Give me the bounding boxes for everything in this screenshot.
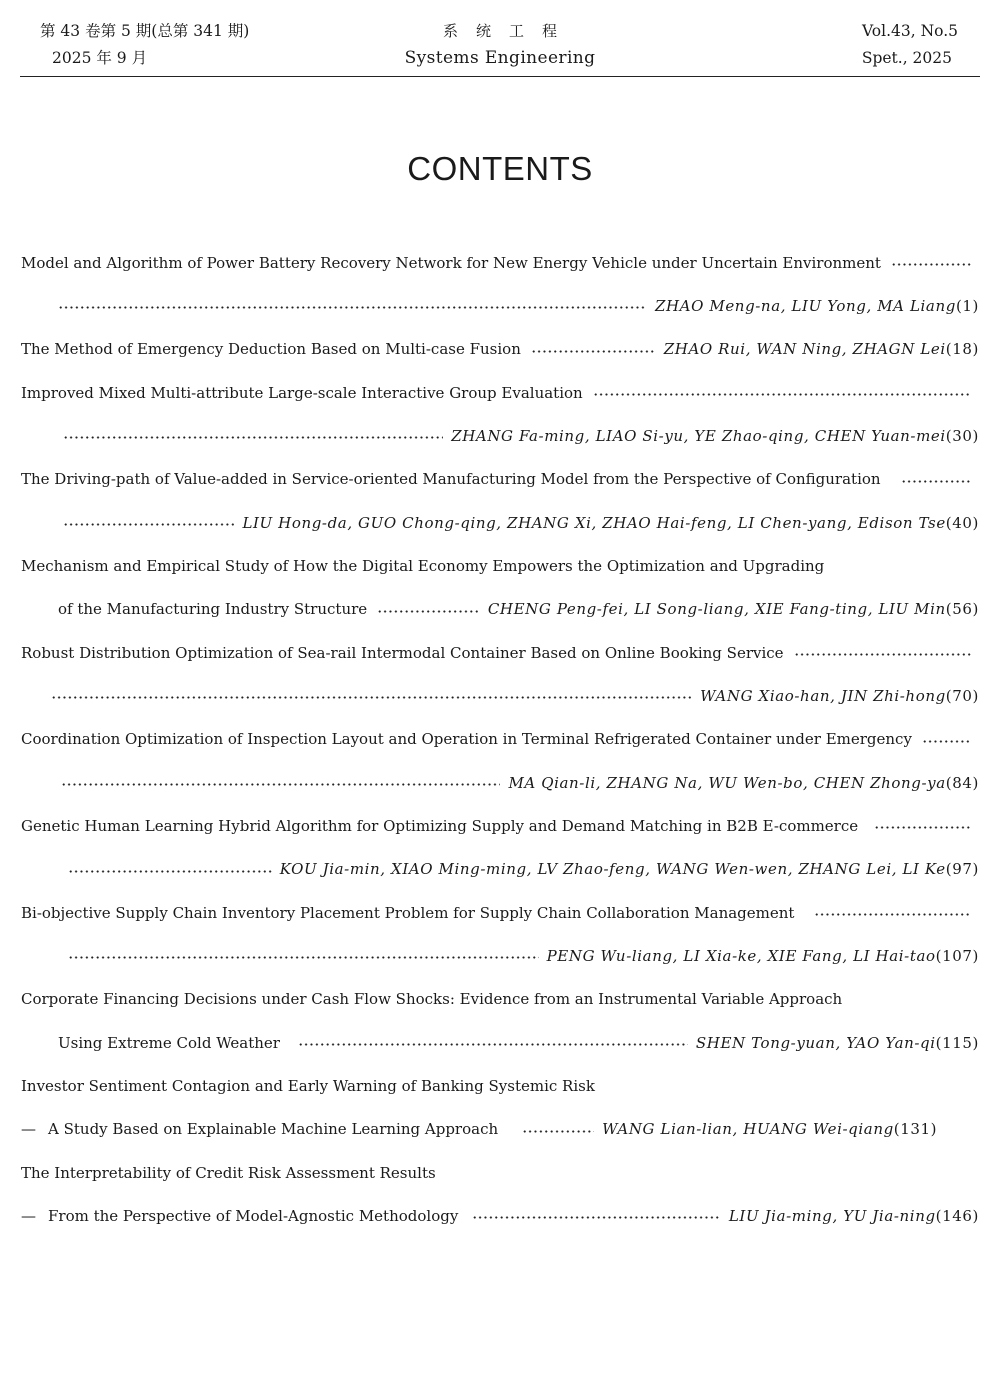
dot-leader xyxy=(922,740,971,743)
article-title: The Interpretability of Credit Risk Assessment Results xyxy=(21,1163,436,1182)
dot-leader xyxy=(68,956,539,959)
article-title: Genetic Human Learning Hybrid Algorithm for Optimizing Supply and Demand Matching in B2B E-commerce xyxy=(21,816,859,835)
article-authors: SHEN Tong-yuan, YAO Yan-qi xyxy=(695,1033,936,1052)
article-authors: KOU Jia-min, XIAO Ming-ming, LV Zhao-feng, WANG Wen-wen, ZHANG Lei, LI Ke xyxy=(279,860,946,879)
journal-name-en: Systems Engineering xyxy=(404,48,596,68)
toc-entry-byline[interactable] xyxy=(21,501,979,544)
article-authors: PENG Wu-liang, LI Xia-ke, XIE Fang, LI Hai-tao xyxy=(546,946,936,965)
toc-entry-title[interactable] xyxy=(21,804,979,847)
table-of-contents xyxy=(21,241,979,1238)
journal-name-cn: 系统工程 xyxy=(442,22,575,40)
page-number: (30) xyxy=(945,426,979,445)
page-title: CONTENTS xyxy=(407,150,593,187)
article-title: Mechanism and Empirical Study of How the Digital Economy Empowers the Optimization and Upgrading xyxy=(21,556,825,575)
article-authors: MA Qian-li, ZHANG Na, WU Wen-bo, CHEN Zhong-ya xyxy=(508,773,946,792)
toc-entry-byline[interactable] xyxy=(21,588,979,631)
running-header xyxy=(20,0,980,77)
dot-leader xyxy=(377,610,480,613)
volume-issue: 第 43 卷第 5 期(总第 341 期) xyxy=(40,22,250,40)
dot-leader xyxy=(51,696,692,699)
article-subtitle: From the Perspective of Model-Agnostic Methodology xyxy=(48,1206,459,1225)
toc-entry-byline[interactable] xyxy=(21,1021,979,1064)
toc-entry-title[interactable] xyxy=(21,1151,979,1194)
toc-entry-byline[interactable] xyxy=(21,934,979,977)
toc-entry-title[interactable] xyxy=(21,1064,979,1107)
article-title: Corporate Financing Decisions under Cash Flow Shocks: Evidence from an Instrumental Variable Approach xyxy=(21,990,843,1009)
dot-leader xyxy=(298,1043,688,1046)
article-authors: WANG Lian-lian, HUANG Wei-qiang xyxy=(602,1120,894,1139)
dot-leader xyxy=(891,263,971,266)
dot-leader xyxy=(814,913,971,916)
article-authors: LIU Jia-ming, YU Jia-ning xyxy=(728,1206,936,1225)
page-number: (56) xyxy=(945,600,979,619)
toc-entry-byline[interactable] xyxy=(21,1108,979,1151)
article-title-continued: of the Manufacturing Industry Structure xyxy=(58,600,368,619)
toc-entry-title[interactable] xyxy=(21,458,979,501)
dot-leader xyxy=(472,1216,721,1219)
toc-entry-title[interactable] xyxy=(21,631,979,674)
dot-leader xyxy=(522,1130,594,1133)
page-number: (1) xyxy=(955,296,979,315)
dot-leader xyxy=(901,480,971,483)
page-number: (115) xyxy=(935,1033,979,1052)
toc-entry-title[interactable] xyxy=(21,891,979,934)
page-number: (18) xyxy=(945,340,979,359)
issue-date-en: Spet., 2025 xyxy=(861,49,952,67)
page-number: (84) xyxy=(945,773,979,792)
article-authors: LIU Hong-da, GUO Chong-qing, ZHANG Xi, ZHAO Hai-feng, LI Chen-yang, Edison Tse xyxy=(242,513,946,532)
dot-leader xyxy=(63,523,234,526)
toc-entry-title[interactable] xyxy=(21,544,979,587)
article-title: Robust Distribution Optimization of Sea-rail Intermodal Container Based on Online Booking Service xyxy=(21,643,784,662)
dot-leader xyxy=(63,436,443,439)
toc-entry-byline[interactable] xyxy=(21,414,979,457)
toc-entry-title[interactable] xyxy=(21,978,979,1021)
article-title: Investor Sentiment Contagion and Early Warning of Banking Systemic Risk xyxy=(21,1076,595,1095)
article-title: Improved Mixed Multi-attribute Large-scale Interactive Group Evaluation xyxy=(21,383,583,402)
article-authors: WANG Xiao-han, JIN Zhi-hong xyxy=(700,686,946,705)
toc-entry-title[interactable] xyxy=(21,371,979,414)
page-number: (107) xyxy=(935,946,979,965)
page-number: (97) xyxy=(945,860,979,879)
page-number: (131) xyxy=(893,1120,938,1139)
issue-date-cn: 2025 年 9 月 xyxy=(52,49,148,67)
article-title: Bi-objective Supply Chain Inventory Placement Problem for Supply Chain Collaboration Management xyxy=(21,903,795,922)
article-authors: ZHAO Rui, WAN Ning, ZHAGN Lei xyxy=(663,340,946,359)
dot-leader xyxy=(61,783,500,786)
article-authors: CHENG Peng-fei, LI Song-liang, XIE Fang-ting, LIU Min xyxy=(487,600,946,619)
toc-entry-byline[interactable] xyxy=(21,674,979,717)
page-number: (40) xyxy=(945,513,979,532)
dot-leader xyxy=(593,393,971,396)
dot-leader xyxy=(58,306,647,309)
subtitle-dash: — xyxy=(21,1120,36,1139)
toc-entry-byline[interactable] xyxy=(21,761,979,804)
article-subtitle: A Study Based on Explainable Machine Learning Approach xyxy=(48,1120,499,1139)
article-title: The Driving-path of Value-added in Service-oriented Manufacturing Model from the Perspective of Configuration xyxy=(21,470,881,489)
toc-entry-title[interactable] xyxy=(21,718,979,761)
dot-leader xyxy=(874,826,971,829)
toc-entry-title[interactable] xyxy=(21,241,979,284)
volume-number-en: Vol.43, No.5 xyxy=(862,22,958,40)
toc-entry-byline[interactable] xyxy=(21,284,979,327)
subtitle-dash: — xyxy=(21,1206,36,1225)
article-title: Coordination Optimization of Inspection Layout and Operation in Terminal Refrigerated Container under Emergency xyxy=(21,730,912,749)
toc-entry[interactable] xyxy=(21,328,979,371)
dot-leader xyxy=(531,350,656,353)
article-authors: ZHAO Meng-na, LIU Yong, MA Liang xyxy=(654,296,956,315)
article-authors: ZHANG Fa-ming, LIAO Si-yu, YE Zhao-qing, CHEN Yuan-mei xyxy=(451,426,946,445)
dot-leader xyxy=(68,870,272,873)
page-number: (146) xyxy=(935,1206,979,1225)
article-title: Model and Algorithm of Power Battery Recovery Network for New Energy Vehicle under Uncertain Environment xyxy=(21,253,881,272)
volume-info xyxy=(862,18,958,72)
dot-leader xyxy=(794,653,971,656)
page-number: (70) xyxy=(945,686,979,705)
toc-entry-byline[interactable] xyxy=(21,848,979,891)
toc-entry-byline[interactable] xyxy=(21,1194,979,1237)
journal-name xyxy=(20,18,980,72)
article-title: The Method of Emergency Deduction Based on Multi-case Fusion xyxy=(21,340,521,359)
article-title-continued: Using Extreme Cold Weather xyxy=(58,1033,280,1052)
